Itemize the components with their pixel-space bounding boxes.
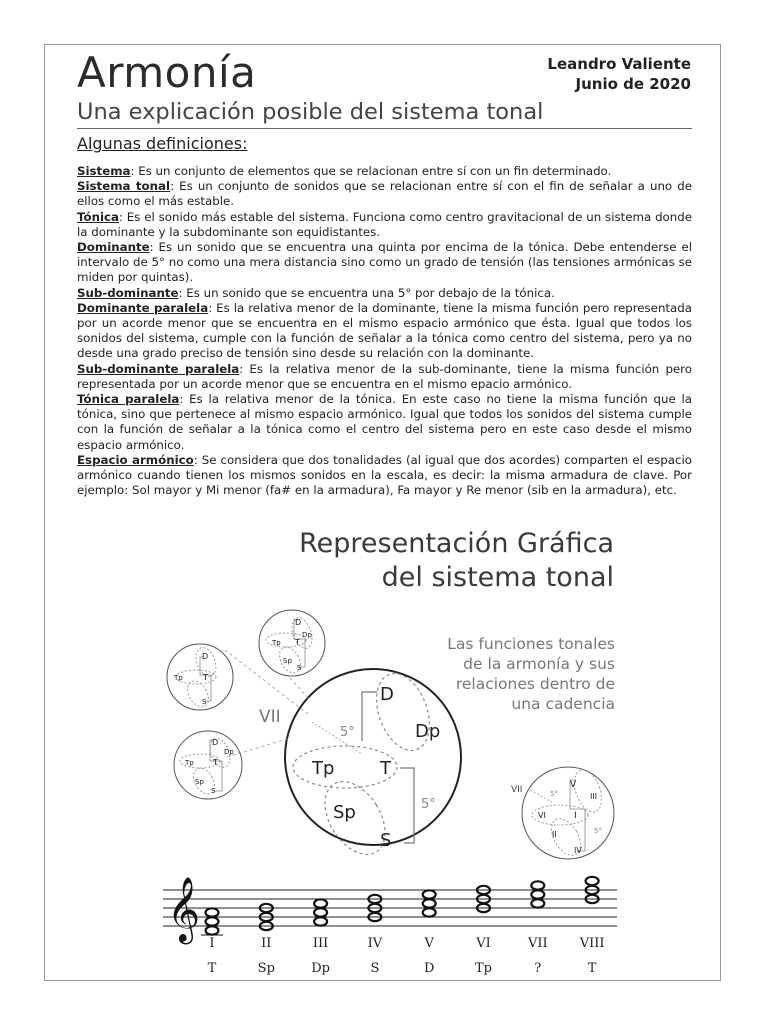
function-label: Sp [257,961,275,976]
degree-II: II [552,830,557,839]
note-head [206,917,219,925]
note-head [206,926,219,934]
small-left-D: D [202,652,209,661]
degree-IV: IV [574,846,582,855]
definitions-heading: Algunas definiciones: [77,134,248,153]
function-label: D [423,961,435,976]
representation-title-line1: Representación Gráfica [299,528,614,559]
small-top-Tp: Tp [272,639,281,647]
note-head [206,908,219,916]
definition-text: : Es la relativa menor de la dominante, tiene la misma función pero representada por un acorde menor que se encuentra en el mismo espacio armónico que ésta. Igual que todos los sonidos del sistema, cumple con la función de señalar a la tónica como centro del sistema, pero ya no desde una grado preciso de tensión sino desde su relación con la dominante. [77,300,692,361]
main-fifth-lower: 5° [421,797,436,812]
definition-term: Sistema [77,164,131,178]
small-bottom-Tp: Tp [185,759,194,767]
chord [201,908,223,935]
note-head [586,877,599,885]
definition-term: Dominante paralela [77,300,209,315]
definition-term: Dominante [77,240,150,255]
chord [314,899,327,925]
function-label: Dp [311,961,330,976]
small-top-T: T [295,638,300,647]
treble-clef-icon [167,877,200,944]
main-label-Dp: Dp [415,721,441,742]
main-fifth-upper: 5° [340,725,355,740]
main-label-D: D [380,684,394,705]
staff-lines [163,890,617,926]
definition-term: Sub-dominante [77,285,179,300]
caption-line: relaciones dentro de [455,675,615,693]
main-label-T: T [380,758,391,779]
main-label-S: S [380,830,392,851]
document-subtitle: Una explicación posible del sistema tonal [77,99,544,125]
definition-text: : Es la relativa menor de la tónica. En este caso no tiene la misma función que la tónica, sino que pertenece al mismo espacio armónico. Igual que todos los sonidos del sistema cumple con la función de señalar a la tónica como el centro del sistema pero en este caso desde el mismo espacio armónico. [77,392,692,452]
degree-label: II [261,936,272,951]
degree-label: III [312,936,329,951]
degree-fifth-upper: 5° [550,790,558,798]
function-label: Tp [475,961,492,976]
definition-term: Tónica paralela [77,392,180,407]
small-bottom-Dp: Dp [224,748,234,756]
main-label-Tp: Tp [312,758,335,779]
function-label: T [587,961,597,976]
caption-line: una cadencia [511,695,615,713]
document-title: Armonía [77,48,257,97]
svg-text:𝄞: 𝄞 [167,877,201,942]
definition-term: Sub-dominante paralela [77,361,240,376]
definition-text: : Se considera que dos tonalidades (al igual que dos acordes) comparten el espacio armónico cuando tienen los mismos sonidos en la escala, es decir: la misma armadura de clave. Por ejemplo: Sol mayor y Mi menor (fa# en la armadura), Fa mayor y Re menor (sib en la armadura), etc. [77,452,693,498]
degree-fifth-lower: 5° [594,827,602,835]
small-top-S: S [297,664,302,672]
degree-III: III [590,792,598,801]
degree-label: VIII [579,936,605,951]
degree-vii-outside: VII [511,785,523,795]
note-head [423,908,436,916]
definition-text: : Es un conjunto de elementos que se relacionan entre sí con un fin determinado. [130,164,612,178]
degree-I: I [574,811,577,821]
note-head [531,890,544,898]
note-head [423,890,436,898]
definition-text: : Es un sonido que se encuentra una quinta por encima de la tónica. Debe entenderse el intervalo de 5° no como una mera distancia sino como un grado de tensión (las tensiones armónicas se miden por quintas). [77,240,692,285]
degree-label: V [424,936,434,951]
degree-label: VI [476,936,491,951]
function-label: ? [534,961,542,976]
small-top-D: D [295,618,302,627]
definition-term: Tónica [77,209,119,224]
small-bottom-Sp: Sp [195,778,204,786]
small-bottom-S: S [211,787,216,795]
note-head [314,917,327,925]
chord [423,890,436,916]
small-left-Tp: Tp [174,674,183,682]
definition-term: Espacio armónico [77,452,194,467]
representation-title-line2: del sistema tonal [381,562,614,593]
score-labels [208,936,605,976]
author-name: Leandro Valiente [547,55,691,73]
definition-text: : Es el sonido más estable del sistema. Funciona como centro gravitacional de un sistema donde la dominante y la subdominante son equidistantes. [77,209,692,239]
vii-label: VII [259,707,281,727]
degree-label: VII [527,936,548,951]
definition-term: Sistema tonal [77,179,171,194]
function-label: S [370,961,380,976]
degree-V: V [570,780,577,790]
small-bottom-D: D [212,738,219,747]
note-head [531,881,544,889]
small-left-S: S [202,698,207,706]
caption-line: de la armonía y sus [463,655,615,673]
main-label-Sp: Sp [333,802,356,823]
definition-text: : Es un sonido que se encuentra una 5° por debajo de la tónica. [178,285,555,300]
note-head [314,908,327,916]
definition-text: : Es la relativa menor de la sub-dominante, tiene la misma función pero representada por un acorde menor que se encuentra en el mismo epacio armónico. [77,361,692,391]
caption-line: Las funciones tonales [447,635,615,653]
small-bottom-T: T [213,758,218,767]
note-head [531,899,544,907]
degree-VI: VI [538,811,546,820]
degree-label: IV [367,936,383,951]
note-head [314,899,327,907]
small-left-T: T [203,673,208,682]
note-head [423,899,436,907]
definition-text: : Es un conjunto de sonidos que se relacionan entre sí con el fin de señalar a uno de ellos como el más estable. [77,179,692,209]
degree-label: I [209,936,215,951]
small-top-Dp: Dp [302,631,312,639]
document-date: Junio de 2020 [575,75,691,93]
small-top-Sp: Sp [283,657,292,665]
function-label: T [207,961,217,976]
chord [531,881,544,907]
